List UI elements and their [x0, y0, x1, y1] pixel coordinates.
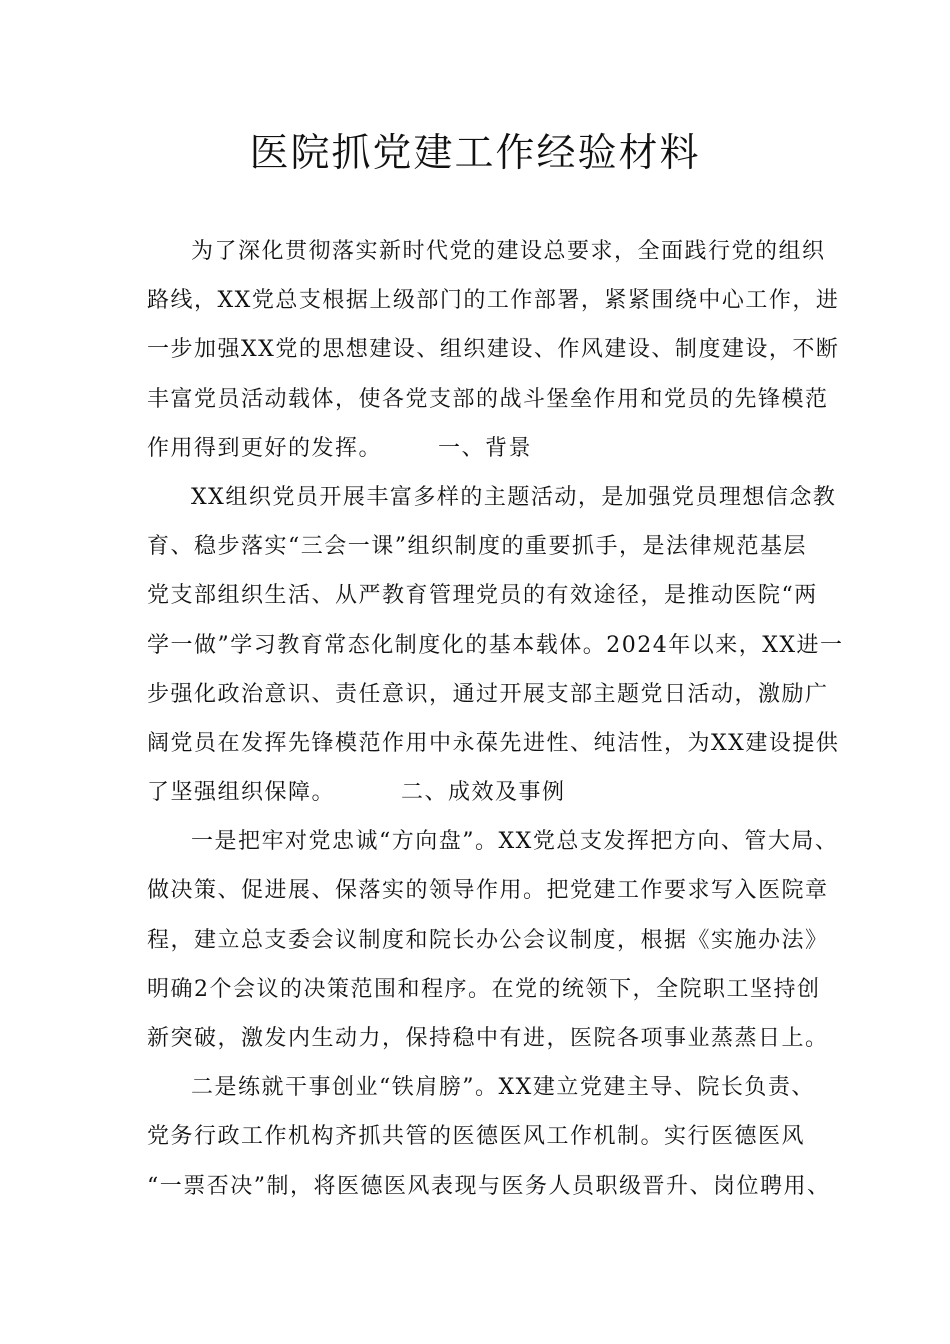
document-title: 医院抓党建工作经验材料 [249, 131, 701, 176]
paragraph-2-line-2: 育、稳步落实“三会一课”组织制度的重要抓手，是法律规范基层 [147, 534, 807, 560]
paragraph-2-line-7 [147, 768, 827, 817]
paragraph-1-line-5 [147, 424, 827, 473]
paragraph-4-line-2: 党务行政工作机构齐抓共管的医德医风工作机制。实行医德医风 [147, 1124, 806, 1150]
paragraph-1-line-1: 为了深化贯彻落实新时代党的建设总要求，全面践行党的组织 [191, 239, 826, 264]
paragraph-2-line-6: 阔党员在发挥先锋模范作用中永葆先进性、纯洁性，为XX建设提供 [147, 730, 840, 756]
paragraph-2-line-1: XX组织党员开展丰富多样的主题活动，是加强党员理想信念教 [191, 484, 837, 510]
paragraph-4-line-3: “一票否决”制，将医德医风表现与医务人员职级晋升、岗位聘用、 [147, 1173, 831, 1199]
paragraph-1-last-text: 作用得到更好的发挥。 [147, 435, 383, 461]
paragraph-1-line-4: 丰富党员活动载体，使各党支部的战斗堡垒作用和党员的先锋模范 [147, 386, 829, 412]
section-heading-results: 二、成效及事例 [401, 780, 566, 806]
paragraph-3-line-4: 明确2个会议的决策范围和程序。在党的统领下，全院职工坚持创 [147, 976, 821, 1002]
paragraph-3-line-2: 做决策、促进展、保落实的领导作用。把党建工作要求写入医院章 [147, 878, 829, 904]
document-body [147, 227, 844, 1211]
section-heading-background: 一、背景 [438, 435, 533, 461]
paragraph-2-line-5: 步强化政治意识、责任意识，通过开展支部主题党日活动，激励广 [147, 681, 829, 707]
paragraph-1-line-2: 路线，XX党总支根据上级部门的工作部署，紧紧围绕中心工作，进 [147, 288, 840, 314]
paragraph-4-line-1: 二是练就干事创业“铁肩膀”。XX建立党建主导、院长负责、 [191, 1075, 815, 1101]
paragraph-1-line-3: 一步加强XX党的思想建设、组织建设、作风建设、制度建设，不断 [147, 337, 840, 363]
paragraph-3-line-1: 一是把牢对党忠诚“方向盘”。XX党总支发挥把方向、管大局、 [191, 829, 839, 855]
paragraph-2-line-3: 党支部组织生活、从严教育管理党员的有效途径，是推动医院“两 [147, 583, 818, 609]
paragraph-2-last-text: 了坚强组织保障。 [147, 780, 336, 806]
paragraph-3-line-5: 新突破，激发内生动力，保持稳中有进，医院各项事业蒸蒸日上。 [147, 1026, 829, 1051]
paragraph-3-line-3: 程，建立总支委会议制度和院长办公会议制度，根据《实施办法》 [147, 927, 829, 953]
paragraph-2-line-4: 学一做”学习教育常态化制度化的基本载体。2024年以来，XX进一 [147, 632, 844, 658]
